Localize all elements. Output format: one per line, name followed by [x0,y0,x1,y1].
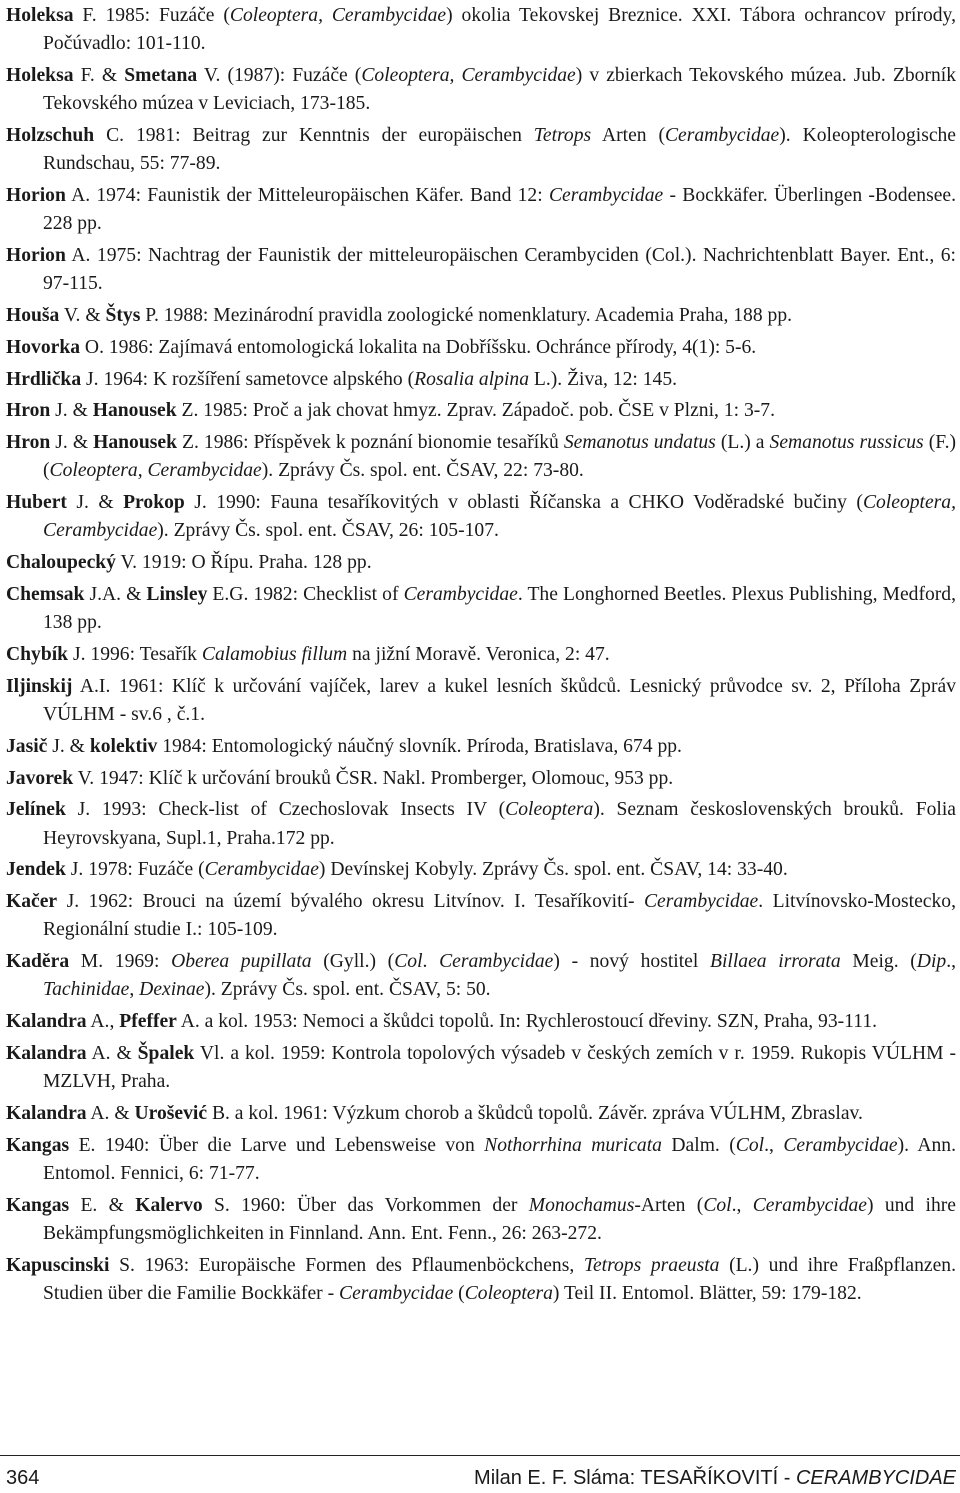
reference-text: F. & [73,65,125,86]
italic-text: Rosalia alpina [414,368,529,390]
italic-text: Cerambycidae [643,891,759,913]
italic-text: Cerambycidae [548,185,664,206]
reference-text: Z. 1986: Příspěvek k poznání bionomie tesaříků [176,432,564,454]
author-surname: Štys [105,305,141,326]
reference-text: (Gyll.) ( [311,951,395,973]
italic-text: Coleoptera, Cerambycidae [43,492,956,542]
reference-text: M. 1969: [69,951,172,973]
reference-text: ) Teil II. Entomol. Blätter, 59: 179-182. [552,1282,862,1304]
author-surname: Hrdlička [6,368,82,390]
italic-text: Coleoptera, Cerambycidae [49,460,262,482]
author-surname: kolektiv [89,735,158,757]
reference-text: ., [946,951,956,973]
reference-entry [6,366,956,394]
reference-text: A. 1974: Faunistik der Mitteleuropäischen Käfer. Band 12: [65,185,549,206]
reference-text: A. a kol. 1953: Nemoci a škůdci topolů. In: Rychlerostoucí dřeviny. SZN, Praha, 93-111. [176,1011,878,1033]
reference-text: (L.) und ihre Fraßpflanzen. Studien über die Familie Bockkäfer - [43,1254,956,1304]
reference-text: ) und ihre Bekämpfungsmöglichkeiten in Finnland. Ann. Ent. Fenn., 26: 263-272. [43,1194,956,1244]
reference-entry [6,733,956,761]
reference-text: V. & [59,305,106,326]
author-surname: Jasič [6,735,48,757]
reference-text: A. & [86,1102,135,1124]
reference-entry [6,888,956,944]
reference-text: J. 1993: Check-list of Czechoslovak Insects IV ( [65,799,506,821]
reference-entry [6,397,956,425]
page-number: 364 [6,1467,40,1489]
italic-text: Monochamus [528,1194,635,1216]
running-footer-taxon: CERAMBYCIDAE [795,1467,956,1489]
italic-text: Tachinidae [43,979,130,1001]
reference-text: . Litvínovsko-Mostecko, Regionální studie I.: 105-109. [43,891,956,941]
reference-text: ) Devínskej Kobyly. Zprávy Čs. spol. ent. ČSAV, 14: 33-40. [318,859,788,881]
reference-entry [6,856,956,884]
italic-text: Cerambycidae [664,125,780,146]
reference-text: J. & [47,735,90,757]
italic-text: Semanotus undatus [563,432,716,454]
reference-text: Vl. a kol. 1959: Kontrola topolových výsadeb v českých zemích v r. 1959. Rukopis VÚLHM - MZLVH, Praha. [43,1042,956,1093]
italic-text: Col [394,951,423,973]
reference-text: O. 1986: Zajímavá entomologická lokalita na Dobříšsku. Ochránce přírody, 4(1): 5-6. [80,336,757,358]
reference-entry [6,334,956,362]
reference-text: Meig. ( [840,951,917,973]
reference-entry [6,489,956,545]
author-surname: Hubert [6,492,67,514]
reference-entry [6,2,956,58]
reference-text: A. 1975: Nachtrag der Faunistik der mitteleuropäischen Cerambyciden (Col.). Nachrichtenblatt Bayer. Ent., 6: 97-115. [43,245,956,295]
author-surname: Kapuscinski [6,1254,110,1276]
reference-text: J. 1996: Tesařík [68,643,202,665]
reference-text: ). Ann. Entomol. Fennici, 6: 71-77. [43,1134,956,1184]
reference-text: Dalm. ( [661,1134,736,1156]
reference-text: ., [764,1134,784,1156]
reference-list [6,2,956,1312]
running-footer [474,1467,956,1490]
author-surname: Hovorka [6,336,81,358]
author-surname: Chybík [6,643,69,665]
author-surname: Hanousek [93,432,177,454]
reference-entry [6,1252,956,1308]
author-surname: Holzschuh [6,125,95,146]
reference-text: J. 1962: Brouci na území bývalého okresu Litvínov. I. Tesaříkovití- [57,891,644,913]
italic-text: Billaea irrorata [709,951,841,973]
author-surname: Hron [6,432,51,454]
author-surname: Houša [6,305,60,326]
reference-entry [6,948,956,1004]
reference-text: J. & [50,400,93,422]
author-surname: Jendek [6,859,66,881]
reference-text: S. 1960: Über das Vorkommen der [202,1194,529,1216]
reference-text: ). Zprávy Čs. spol. ent. ČSAV, 26: 105-107. [157,520,499,542]
reference-text: E. & [69,1194,136,1216]
italic-text: Cerambycidae [752,1194,867,1216]
reference-entry [6,549,956,577]
italic-text: Cerambycidae [339,1282,454,1304]
reference-text: Arten ( [591,125,665,146]
italic-text: Cerambycidae [204,859,319,881]
reference-text: . The Longhorned Beetles. Plexus Publishing, Medford, 138 pp. [43,583,957,634]
author-surname: Iljinskij [6,675,73,697]
reference-entry [6,62,956,118]
reference-text: ., [731,1194,753,1216]
reference-text: ). Zprávy Čs. spol. ent. ČSAV, 22: 73-80. [261,460,584,482]
author-surname: Linsley [146,583,208,605]
reference-entry [6,673,956,729]
reference-text: ) okolia Tekovskej Breznice. XXI. Tábora ochrancov prírody, Počúvadlo: 101-110. [43,5,956,55]
reference-text: 1984: Entomologický náučný slovník. Príroda, Bratislava, 674 pp. [157,735,682,757]
reference-text: S. 1963: Europäische Formen des Pflaumenböckchens, [109,1254,584,1276]
footer-rule [0,1455,960,1456]
author-surname: Urošević [134,1102,208,1124]
reference-entry [6,1192,956,1248]
italic-text: Nothorrhina muricata [484,1134,662,1156]
author-surname: Kačer [6,891,58,913]
reference-entry [6,429,956,485]
italic-text: Calamobius fillum [201,643,348,665]
italic-text: Tetrops [533,125,592,146]
reference-text: (F.) ( [43,432,956,482]
reference-entry [6,1008,956,1036]
author-surname: Javorek [6,767,74,789]
author-surname: Špalek [137,1042,195,1064]
reference-entry [6,581,956,637]
reference-text: ). Koleopterologische Rundschau, 55: 77-89. [43,125,957,175]
reference-entry [6,242,956,298]
author-surname: Kalandra [6,1042,87,1064]
author-surname: Kalandra [6,1102,87,1124]
reference-entry [6,641,956,669]
reference-text: L.). Živa, 12: 145. [529,368,678,390]
reference-text: V. (1987): Fuzáče ( [197,65,362,86]
reference-text: (L.) a [715,432,770,454]
author-surname: Kaděra [6,951,70,973]
author-surname: Pfeffer [119,1011,177,1033]
italic-text: Coleoptera, Cerambycidae [229,5,447,26]
reference-entry [6,1040,956,1096]
reference-text: . [422,951,440,973]
italic-text: Coleoptera, Cerambycidae [361,65,576,86]
reference-text: ). Seznam československých brouků. Folia Heyrovskyana, Supl.1, Praha.172 pp. [43,799,956,849]
reference-text: E.G. 1982: Checklist of [207,583,404,605]
reference-entry [6,1100,956,1128]
author-surname: Hanousek [92,400,177,422]
reference-text: A. & [86,1042,138,1064]
author-surname: Hron [6,400,51,422]
reference-text: ) - nový hostitel [553,951,710,973]
author-surname: Kalervo [135,1194,203,1216]
italic-text: Tetrops praeusta [583,1254,720,1276]
reference-text: J. & [66,492,124,514]
reference-text: Z. 1985: Proč a jak chovat hmyz. Zprav. Západoč. pob. ČSE v Plzni, 1: 3-7. [176,400,776,422]
reference-text: C. 1981: Beitrag zur Kenntnis der europäischen [94,125,534,146]
reference-text: , [129,979,140,1001]
italic-text: Cerambycidae [439,951,554,973]
reference-text: ( [453,1282,465,1304]
author-surname: Prokop [123,492,185,514]
reference-text: F. 1985: Fuzáče ( [73,5,230,26]
reference-text: A., [86,1011,120,1033]
italic-text: Col [735,1134,765,1156]
italic-text: Coleoptera [464,1282,553,1304]
italic-text: Oberea pupillata [171,951,312,973]
reference-text: P. 1988: Mezinárodní pravidla zoologické nomenklatury. Academia Praha, 188 pp. [140,305,793,326]
reference-text: E. 1940: Über die Larve und Lebensweise von [69,1134,485,1156]
author-surname: Chaloupecký [6,552,116,574]
author-surname: Smetana [124,65,198,86]
reference-text: J. 1978: Fuzáče ( [65,859,205,881]
italic-text: Semanotus russicus [769,432,924,454]
author-surname: Jelínek [6,799,66,821]
author-surname: Kalandra [6,1011,87,1033]
reference-text: J. & [50,432,94,454]
author-surname: Kangas [6,1194,70,1216]
italic-text: Col [703,1194,732,1216]
reference-entry [6,1132,956,1188]
reference-text: V. 1919: O Řípu. Praha. 128 pp. [115,552,372,574]
reference-text: ) v zbierkach Tekovského múzea. Jub. Zborník Tekovského múzea v Leviciach, 173-185. [43,65,956,115]
reference-text: B. a kol. 1961: Výzkum chorob a škůdců topolů. Závěr. zpráva VÚLHM, Zbraslav. [207,1102,863,1124]
italic-text: Cerambycidae [403,583,518,605]
reference-text: J.A. & [84,583,147,605]
reference-text: ). Zprávy Čs. spol. ent. ČSAV, 5: 50. [204,979,491,1001]
author-surname: Kangas [6,1134,70,1156]
reference-text: A.I. 1961: Klíč k určování vajíček, larev a kukel lesních škůdců. Lesnický průvodce sv. 2, Příloha Zpráv VÚLHM - sv.6 , č.1. [43,675,956,725]
italic-text: Dip [916,951,947,973]
reference-text: -Arten ( [634,1194,704,1216]
author-surname: Chemsak [6,583,85,605]
reference-text: J. 1990: Fauna tesaříkovitých v oblasti Říčanska a CHKO Voděradské bučiny ( [184,492,863,514]
reference-text: V. 1947: Klíč k určování brouků ČSR. Nakl. Promberger, Olomouc, 953 pp. [73,767,674,789]
italic-text: Dexinae [139,979,205,1001]
reference-text: - Bockkäfer. Überlingen -Bodensee. 228 pp. [43,185,956,235]
reference-entry [6,182,956,238]
reference-text: J. 1964: K rozšíření sametovce alpského ( [81,368,415,390]
author-surname: Holeksa [6,5,74,26]
italic-text: Coleoptera [505,799,594,821]
reference-entry [6,765,956,793]
running-footer-author: Milan E. F. Sláma: TESAŘÍKOVITÍ - [474,1467,796,1489]
author-surname: Holeksa [6,65,74,86]
reference-entry [6,796,956,852]
author-surname: Horion [6,185,66,206]
reference-entry [6,302,956,330]
italic-text: Cerambycidae [783,1134,898,1156]
reference-entry [6,122,956,178]
author-surname: Horion [6,245,66,266]
reference-text: na jižní Moravě. Veronica, 2: 47. [347,643,610,665]
